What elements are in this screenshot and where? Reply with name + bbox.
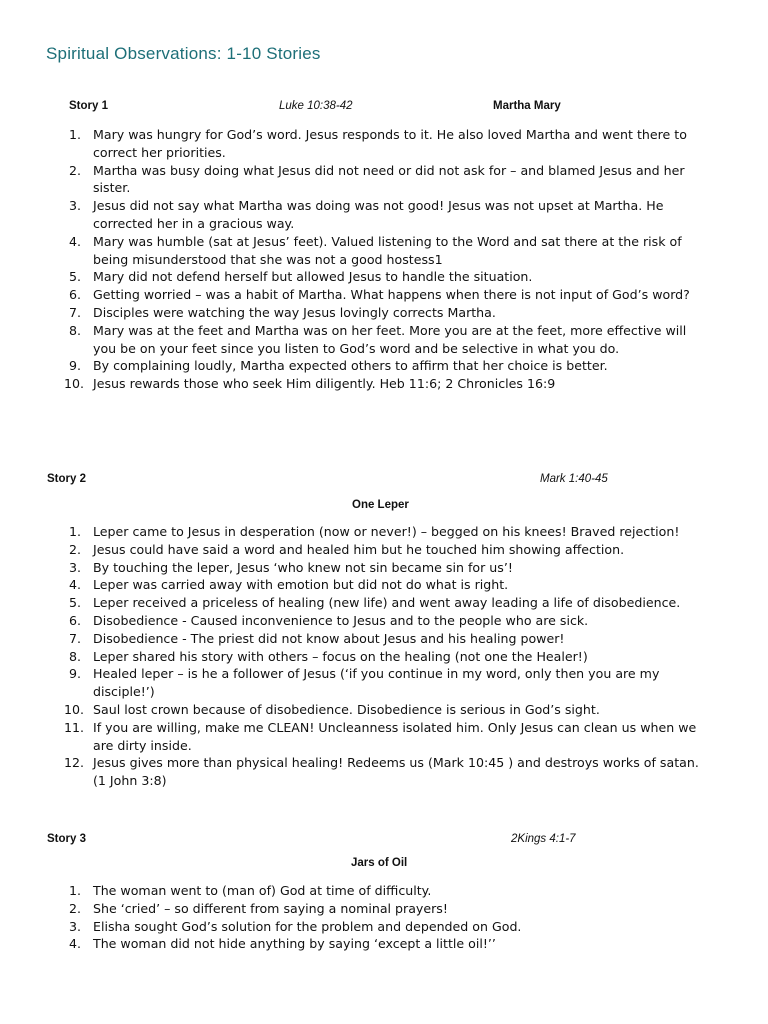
story-2-reference: Mark 1:40-45 [540, 473, 608, 485]
story-2-name: One Leper [352, 499, 409, 511]
list-item: 3. Elisha sought God’s solution for the problem and depended on God. [69, 918, 522, 934]
list-item: 6. Disobedience - Caused inconvenience to Jesus and to the people who are sick. [69, 612, 589, 628]
list-item: 3. Jesus did not say what Martha was doing was not good! Jesus was not upset at Martha. He corrected her in a gracious way. [69, 198, 664, 231]
list-item: 3. By touching the leper, Jesus ‘who knew not sin became sin for us’! [69, 559, 513, 575]
list-item: 8. Leper shared his story with others – focus on the healing (not one the Healer!) [69, 648, 588, 664]
story-2-label: Story 2 [47, 473, 86, 485]
list-item: 11. If you are willing, make me CLEAN! Uncleanness isolated him. Only Jesus can clean us when we are dirty inside. [64, 719, 697, 753]
list-item: 5. Leper received a priceless of healing (new life) and went away leading a life of disobedience. [69, 595, 681, 611]
list-item: 10. Saul lost crown because of disobedience. Disobedience is serious in God’s sight. [64, 701, 600, 717]
story-3-list [47, 882, 707, 953]
list-item: 1. Mary was hungry for God’s word. Jesus responds to it. He also loved Martha and went there to correct her priorities. [69, 127, 687, 160]
list-item: 5. Mary did not defend herself but allowed Jesus to handle the situation. [69, 269, 533, 285]
list-item: 1. The woman went to (man of) God at time of difficulty. [69, 883, 432, 898]
story-3-reference: 2Kings 4:1-7 [511, 833, 576, 845]
list-item: 12. Jesus gives more than physical healing! Redeems us (Mark 10:45 ) and destroys works of satan. (1 John 3:8) [64, 755, 699, 789]
document-title: Spiritual Observations: 1-10 Stories [46, 44, 321, 63]
list-item: 2. Martha was busy doing what Jesus did not need or did not ask for – and blamed Jesus and her sister. [69, 162, 685, 196]
story-3-label: Story 3 [47, 833, 86, 845]
story-1-reference: Luke 10:38-42 [279, 100, 353, 112]
story-1-name: Martha Mary [493, 100, 561, 112]
list-item: 2. She ‘cried’ – so different from saying a nominal prayers! [69, 900, 448, 916]
list-item: 2. Jesus could have said a word and healed him but he touched him showing affection. [69, 541, 625, 557]
list-item: 10. Jesus rewards those who seek Him diligently. Heb 11:6; 2 Chronicles 16:9 [64, 376, 556, 392]
story-1-list [47, 126, 707, 393]
list-item: 7. Disobedience - The priest did not know about Jesus and his healing power! [69, 630, 565, 646]
list-item: 6. Getting worried – was a habit of Martha. What happens when there is not input of God’s word? [69, 287, 690, 303]
list-item: 7. Disciples were watching the way Jesus lovingly corrects Martha. [69, 304, 496, 320]
story-2-list [47, 523, 707, 790]
list-item: 9. Healed leper – is he a follower of Jesus (‘if you continue in my word, only then you are my disciple!’) [69, 666, 660, 700]
list-item: 4. The woman did not hide anything by saying ‘except a little oil!’’ [69, 936, 496, 952]
list-item: 8. Mary was at the feet and Martha was on her feet. More you are at the feet, more effective will you be on your feet since you listen to God’s word and be selective in what you do. [69, 322, 687, 356]
story-1-label: Story 1 [69, 100, 108, 112]
list-item: 4. Leper was carried away with emotion but did not do what is right. [69, 577, 509, 593]
list-item: 9. By complaining loudly, Martha expected others to affirm that her choice is better. [69, 358, 608, 374]
list-item: 4. Mary was humble (sat at Jesus’ feet). Valued listening to the Word and sat there at the risk of being misunderstood that she was not a good hostess1 [69, 233, 682, 267]
list-item: 1. Leper came to Jesus in desperation (now or never!) – begged on his knees! Braved rejection! [69, 524, 680, 539]
story-3-name: Jars of Oil [351, 857, 408, 869]
